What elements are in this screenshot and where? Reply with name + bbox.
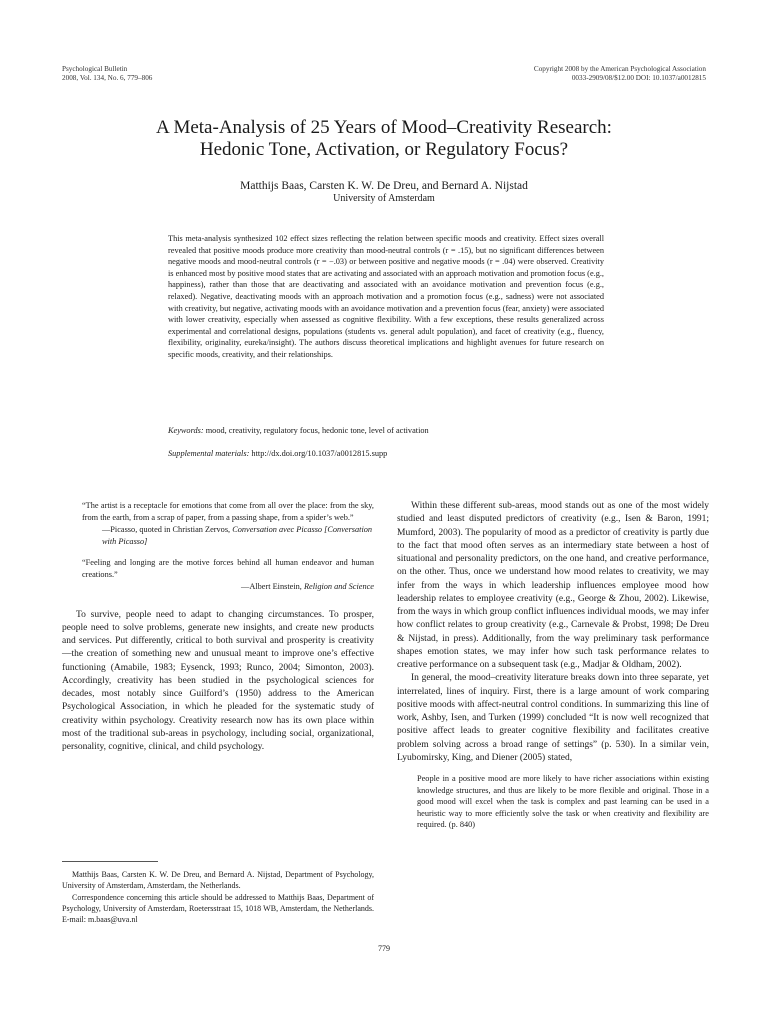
attribution-source: Conversation avec Picasso [Conversation with Picasso] — [102, 525, 373, 546]
author-list: Matthijs Baas, Carsten K. W. De Dreu, and Bernard A. Nijstad — [240, 180, 528, 192]
attribution-prefix: —Albert Einstein, — [241, 582, 304, 591]
abstract: This meta-analysis synthesized 102 effect sizes reflecting the relation between specific moods and creativity. Effect sizes overall revealed that positive moods produce more creativity than mood-neutral controls (r = .15), but no significant differences between negative moods and mood-neutral controls (r = −.03) or between positive and negative moods (r = .04) were observed. Creativity is enhanced most by positive mood states that are activating and associated with an approach motivation and promotion focus (e.g., happiness), rather than those that are deactivating and associated with an avoidance motivation and prevention focus (e.g., relaxed). Negative, deactivating moods with an approach motivation and a promotion focus (e.g., sadness) were not associated with creativity, but negative, activating moods with an avoidance motivation and a prevention focus (fear, anxiety) were associated with lower creativity, especially when assessed as cognitive flexibility. With a few exceptions, these results generalized across experimental and correlational designs, populations (students vs. general adult population), and facet of creativity (e.g., fluency, flexibility, originality, eureka/insight). The authors discuss theoretical implications and highlight avenues for future research on specific moods, creativity, and their relationships. — [168, 234, 604, 359]
author-footnotes — [62, 869, 374, 925]
supplemental-link[interactable]: http://dx.doi.org/10.1037/a0012815.supp — [249, 449, 388, 458]
epigraph-attribution-picasso — [102, 524, 374, 547]
block-quote: People in a positive mood are more likely to have richer associations within existing knowledge structures, and thus are likely to be more flexible and original. Those in a good mood will excel when the task is complex and past learning can be used in a heuristic way to more efficiently solve the task or when creativity and flexibility are required. (p. 840) — [417, 774, 709, 830]
right-column — [397, 500, 709, 831]
body-paragraph-literature: In general, the mood–creativity literature breaks down into three separate, yet interrelated, lines of inquiry. First, there is a large amount of work comparing positive moods with affect-neutral control conditions. In summarizing this line of work, Ashby, Isen, and Turken (1999) concluded “It is now well recognized that positive affect leads to greater cognitive flexibility and facilitates creative problem solving across a broad range of settings” (p. 530). In a similar vein, Lyubomirsky, King, and Diener (2005) stated, — [397, 673, 709, 763]
left-column — [62, 500, 374, 754]
epigraph-attribution-einstein — [62, 581, 374, 593]
supplemental-materials — [168, 448, 604, 459]
copyright-line: Copyright 2008 by the American Psychological Association — [533, 65, 706, 73]
copyright-header — [534, 65, 706, 83]
footnote-correspondence: Correspondence concerning this article should be addressed to Matthijs Baas, Department of Psychology, University of Amsterdam, Roetersstraat 15, 1018 WB, Amsterdam, the Netherlands. E-mail: m.baas@uva.nl — [62, 892, 374, 925]
supplemental-label: Supplemental materials: — [168, 449, 250, 458]
journal-volume: 2008, Vol. 134, No. 6, 779–806 — [62, 74, 153, 82]
page-number: 779 — [378, 944, 390, 953]
attribution-source: Religion and Science — [303, 582, 374, 591]
body-paragraph-intro: To survive, people need to adapt to changing circumstances. To prosper, people need to solve problems, generate new insights, and create new products and services. Put differently, critical to both survival and prosperity is creativity—the creation of something new and unusual meant to improve one’s effective functioning (Amabile, 1983; Eysenck, 1993; Runco, 2004; Simonton, 2003). Accordingly, creativity has been studied in the psychological sciences for decades, most notably since Guilford’s (1950) address to the American Psychological Association, in which he pleaded for the systematic study of creativity within psychology. Creativity research now has its own place within most of the traditional sub-areas in psychology, including social, organizational, personality, cognitive, clinical, and child psychology. — [62, 609, 374, 752]
keywords — [168, 425, 604, 436]
affiliation: University of Amsterdam — [333, 193, 435, 204]
keywords-text: mood, creativity, regulatory focus, hedonic tone, level of activation — [203, 426, 429, 435]
article-title — [0, 117, 768, 161]
attribution-prefix: —Picasso, quoted in Christian Zervos, — [102, 525, 233, 534]
title-line-2: Hedonic Tone, Activation, or Regulatory Focus? — [199, 139, 569, 160]
footnote-divider — [62, 861, 158, 862]
epigraph-quote-picasso: “The artist is a receptacle for emotions that come from all over the place: from the sky, from the earth, from a scrap of paper, from a passing shape, from a spider’s web.” — [82, 501, 374, 522]
doi-line: 0033-2909/08/$12.00 DOI: 10.1037/a0012815 — [571, 74, 706, 82]
title-line-1: A Meta-Analysis of 25 Years of Mood–Creativity Research: — [156, 117, 612, 138]
epigraph-quote-einstein: “Feeling and longing are the motive forces behind all human endeavor and human creations.” — [82, 558, 374, 579]
journal-name: Psychological Bulletin — [62, 65, 128, 73]
body-paragraph-mood-predictor: Within these different sub-areas, mood stands out as one of the most widely studied and least disputed predictors of creativity (e.g., Isen & Baron, 1991; Mumford, 2003). The popularity of mood as a predictor of creativity is partly due to the fact that mood often serves as an intermediary state between a host of situational and personality predictors, on the one hand, and creative performance, on the other. Thus, once we understand how mood relates to creativity, we may infer from the ways in which leadership influences employee mood how leadership relates to employee creativity (e.g., George & Zhou, 2002). Likewise, from the ways in which group conflict influences individual moods, we may infer how conflict relates to group creativity (e.g., Carnevale & Probst, 1998; De Dreu & Nijstad, in press). Additionally, from the way preliminary task performance shapes emotion states, we may infer how such task performance relates to creative performance on a subsequent task (e.g., Madjar & Oldham, 2002). — [397, 501, 709, 670]
footnote-affiliation: Matthijs Baas, Carsten K. W. De Dreu, and Bernard A. Nijstad, Department of Psychology, University of Amsterdam, Amsterdam, the Netherlands. — [62, 870, 374, 891]
journal-header — [62, 65, 152, 83]
keywords-label: Keywords: — [168, 426, 204, 435]
